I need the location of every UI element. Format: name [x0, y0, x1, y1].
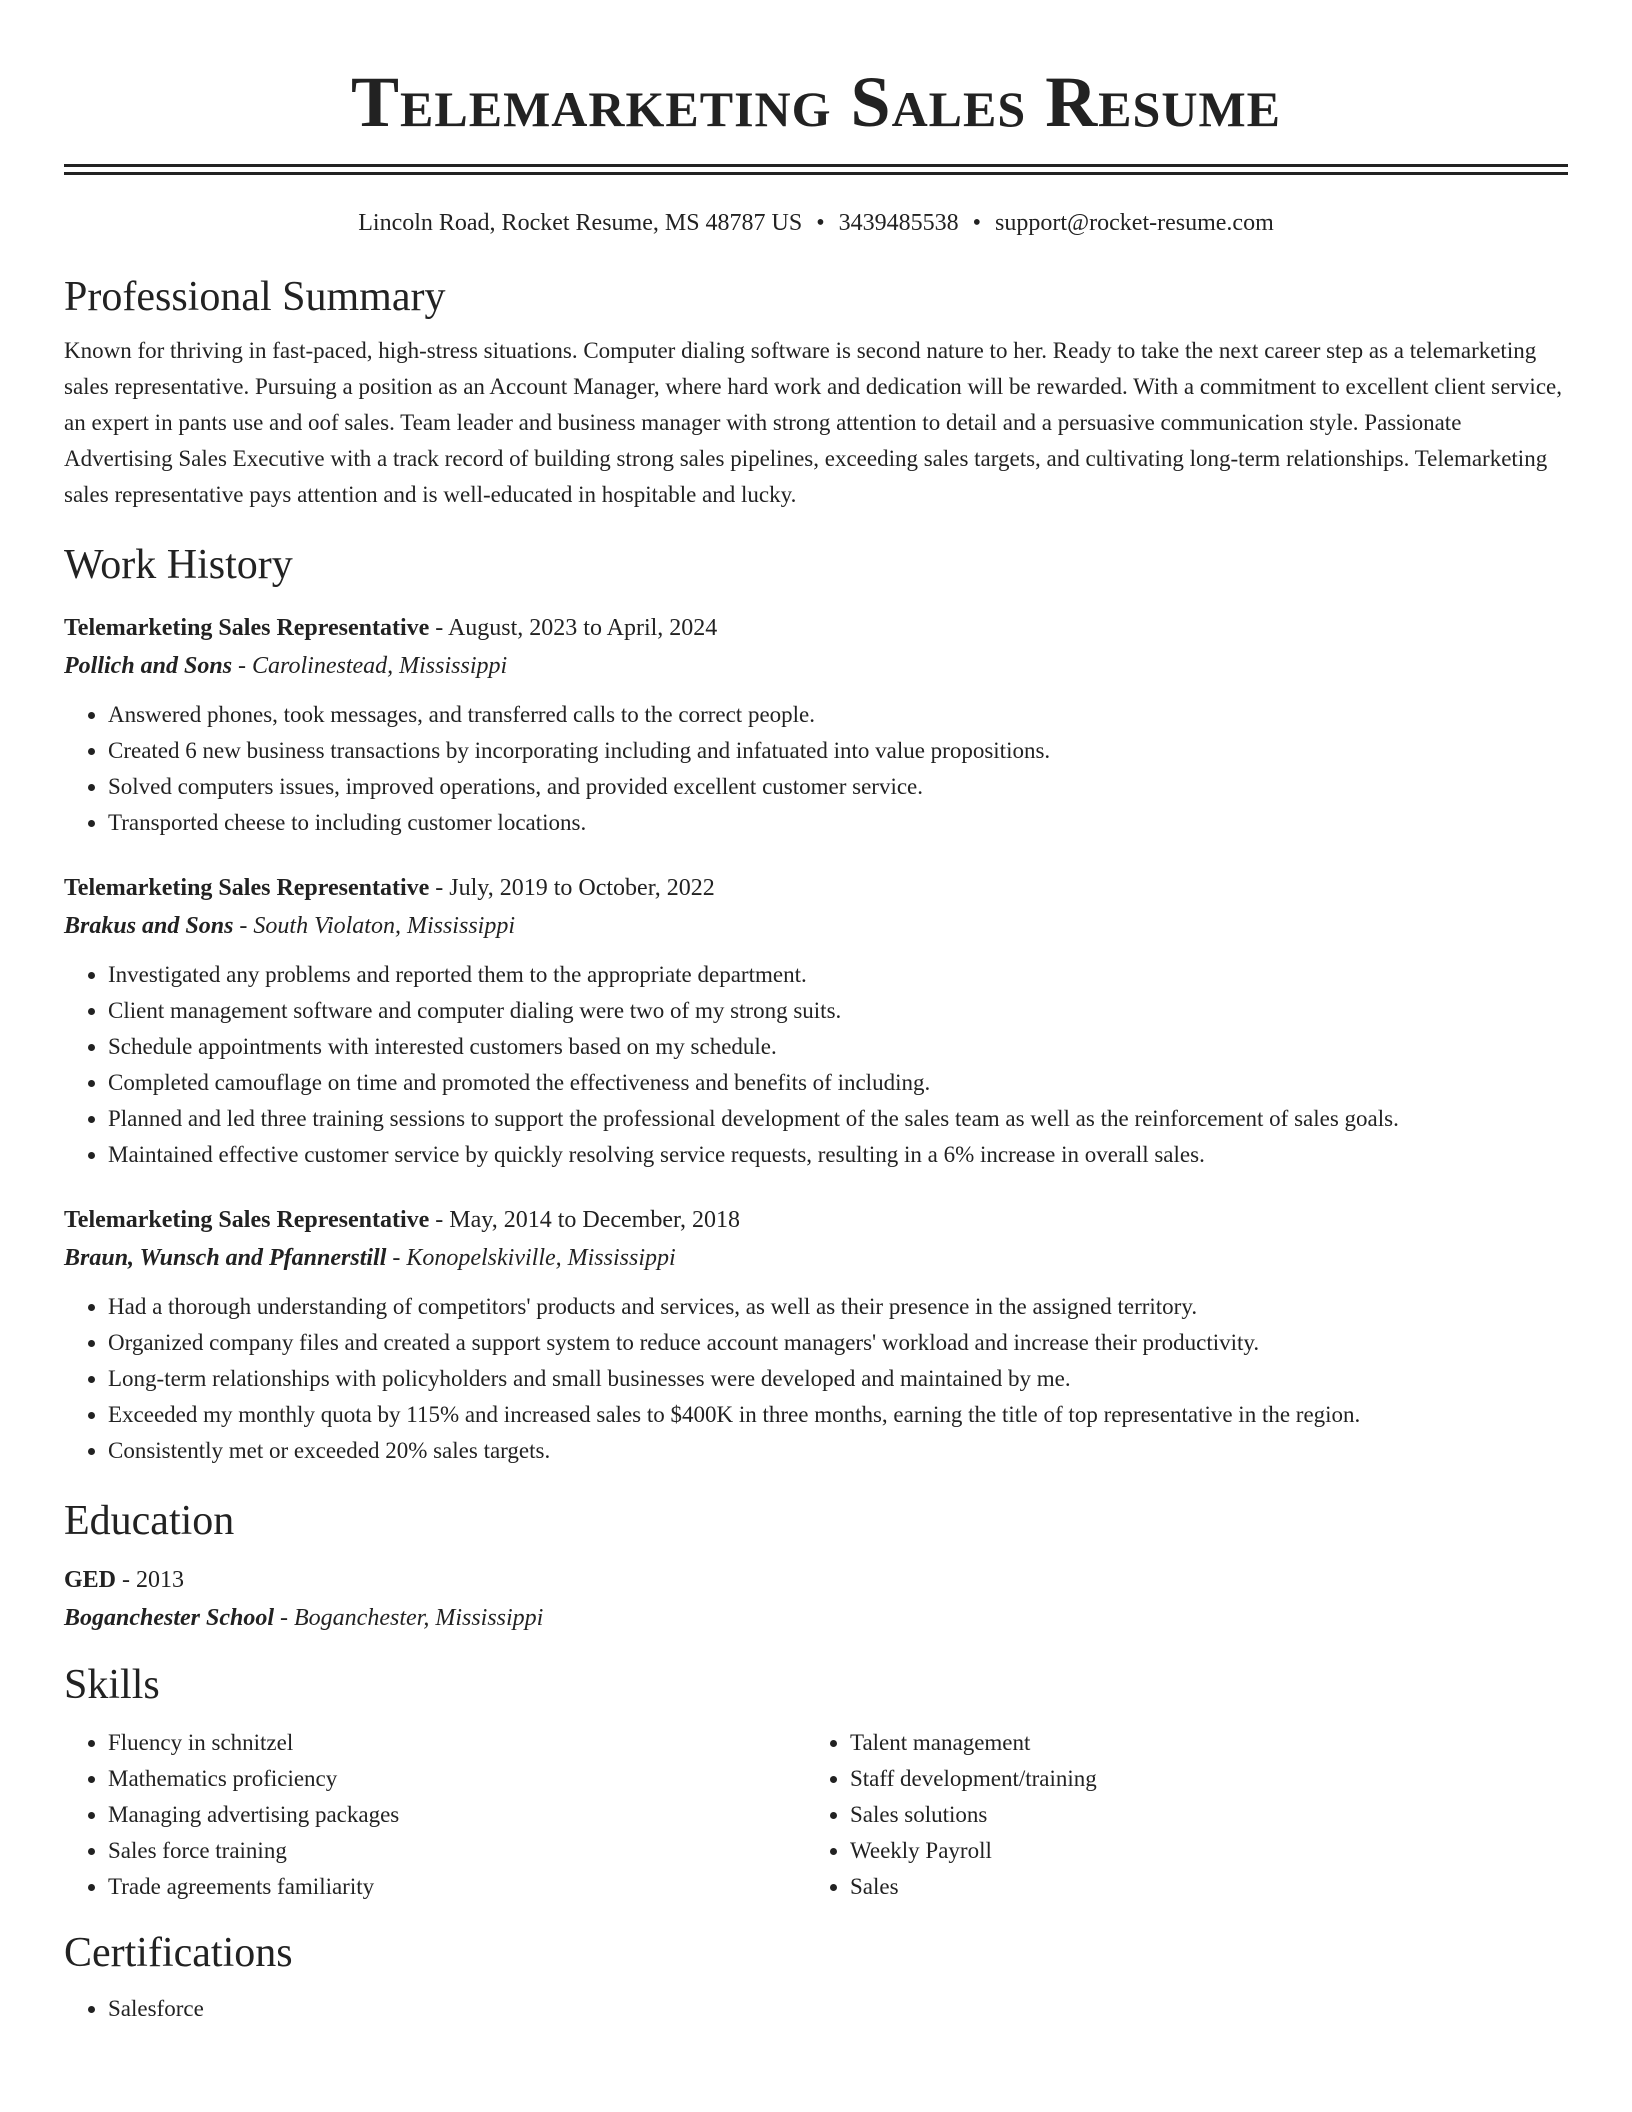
list-item: • Long-term relationships with policyholders and small businesses were developed and maintained by me. — [108, 1361, 1568, 1397]
resume-page — [64, 0, 1568, 2027]
skills-heading: Skills — [64, 1662, 160, 1708]
contact-line — [64, 207, 1568, 239]
education-year: - 2013 — [116, 1567, 185, 1593]
summary-heading: Professional Summary — [64, 274, 446, 320]
list-item: • Talent management — [850, 1725, 1548, 1761]
list-item: • Answered phones, took messages, and transferred calls to the correct people. — [108, 697, 1568, 733]
job-entry — [64, 609, 1568, 841]
job-company-line — [64, 1239, 1568, 1277]
job-duties-list — [64, 1289, 1568, 1469]
list-item: • Mathematics proficiency — [108, 1761, 806, 1797]
education-location: - Boganchester, Mississippi — [274, 1605, 544, 1631]
skills-list-left — [64, 1725, 806, 1905]
list-item: • Organized company files and created a support system to reduce account managers' workload and increase their productivity. — [108, 1325, 1568, 1361]
skills-list-right — [806, 1725, 1548, 1905]
job-title-line — [64, 1201, 1568, 1239]
list-item: • Managing advertising packages — [108, 1797, 806, 1833]
job-location: - Carolinestead, Mississippi — [232, 653, 508, 679]
job-entry — [64, 869, 1568, 1173]
contact-phone: 3439485538 — [838, 210, 959, 236]
contact-address: Lincoln Road, Rocket Resume, MS 48787 US — [358, 210, 803, 236]
list-item: • Investigated any problems and reported them to the appropriate department. — [108, 957, 1568, 993]
list-item: • Had a thorough understanding of competitors' products and services, as well as their presence in the assigned territory. — [108, 1289, 1568, 1325]
list-item: • Consistently met or exceeded 20% sales targets. — [108, 1433, 1568, 1469]
summary-text: Known for thriving in fast-paced, high-stress situations. Computer dialing software is second nature to her. Ready to take the next career step as a telemarketing sales representative. Pursuing a position as an Account Manager, where hard work and dedication will be rewarded. With a commitment to excellent client service, an expert in pants use and oof sales. Team leader and business manager with strong attention to detail and a persuasive communication style. Passionate Advertising Sales Executive with a track record of building strong sales pipelines, exceeding sales targets, and cultivating long-term relationships. Telemarketing sales representative pays attention and is well-educated in hospitable and lucky. — [64, 338, 1562, 507]
skills-grid — [64, 1725, 1568, 1905]
education-degree-line — [64, 1561, 1568, 1599]
job-location: - South Violaton, Mississippi — [233, 913, 515, 939]
list-item: • Weekly Payroll — [850, 1833, 1548, 1869]
job-company-line — [64, 907, 1568, 945]
job-title: Telemarketing Sales Representative — [64, 615, 430, 641]
job-company: Brakus and Sons — [64, 913, 234, 939]
job-company: Braun, Wunsch and Pfannerstill — [64, 1245, 387, 1271]
list-item: • Trade agreements familiarity — [108, 1869, 806, 1905]
list-item: • Sales force training — [108, 1833, 806, 1869]
list-item: • Schedule appointments with interested customers based on my schedule. — [108, 1029, 1568, 1065]
job-location: - Konopelskiville, Mississippi — [386, 1245, 676, 1271]
list-item: • Exceeded my monthly quota by 115% and increased sales to $400K in three months, earning the title of top representative in the region. — [108, 1397, 1568, 1433]
job-duties-list — [64, 697, 1568, 841]
education-heading: Education — [64, 1498, 235, 1544]
list-item: • Fluency in schnitzel — [108, 1725, 806, 1761]
job-duties-list — [64, 957, 1568, 1173]
list-item: • Maintained effective customer service by quickly resolving service requests, resulting in a 6% increase in overall sales. — [108, 1137, 1568, 1173]
job-entry — [64, 1201, 1568, 1469]
job-title-line — [64, 869, 1568, 907]
job-dates: - August, 2023 to April, 2024 — [429, 615, 718, 641]
job-title: Telemarketing Sales Representative — [64, 1207, 430, 1233]
job-dates: - July, 2019 to October, 2022 — [429, 875, 715, 901]
page-title: Telemarketing Sales Resume — [351, 62, 1281, 142]
list-item: • Created 6 new business transactions by incorporating including and infatuated into value propositions. — [108, 733, 1568, 769]
list-item: • Sales — [850, 1869, 1548, 1905]
certifications-heading: Certifications — [64, 1930, 293, 1976]
education-school-line — [64, 1599, 1568, 1637]
job-company-line — [64, 647, 1568, 685]
job-title-line — [64, 609, 1568, 647]
job-company: Pollich and Sons — [64, 653, 233, 679]
list-item: • Planned and led three training sessions to support the professional development of the sales team as well as the reinforcement of sales goals. — [108, 1101, 1568, 1137]
education-degree: GED — [64, 1567, 117, 1593]
contact-email: support@rocket-resume.com — [995, 210, 1274, 236]
list-item: • Staff development/training — [850, 1761, 1548, 1797]
title-divider — [64, 164, 1568, 175]
certifications-list — [64, 1991, 1568, 2027]
job-title: Telemarketing Sales Representative — [64, 875, 430, 901]
list-item: • Salesforce — [108, 1991, 1568, 2027]
list-item: • Client management software and computer dialing were two of my strong suits. — [108, 993, 1568, 1029]
list-item: • Completed camouflage on time and promoted the effectiveness and benefits of including. — [108, 1065, 1568, 1101]
education-school: Boganchester School — [64, 1605, 275, 1631]
job-dates: - May, 2014 to December, 2018 — [429, 1207, 741, 1233]
list-item: • Sales solutions — [850, 1797, 1548, 1833]
list-item: • Solved computers issues, improved operations, and provided excellent customer service. — [108, 769, 1568, 805]
contact-separator: • — [972, 210, 982, 236]
education-entry — [64, 1561, 1568, 1637]
work-history-heading: Work History — [64, 542, 293, 588]
contact-separator: • — [816, 210, 825, 236]
list-item: • Transported cheese to including customer locations. — [108, 805, 1568, 841]
